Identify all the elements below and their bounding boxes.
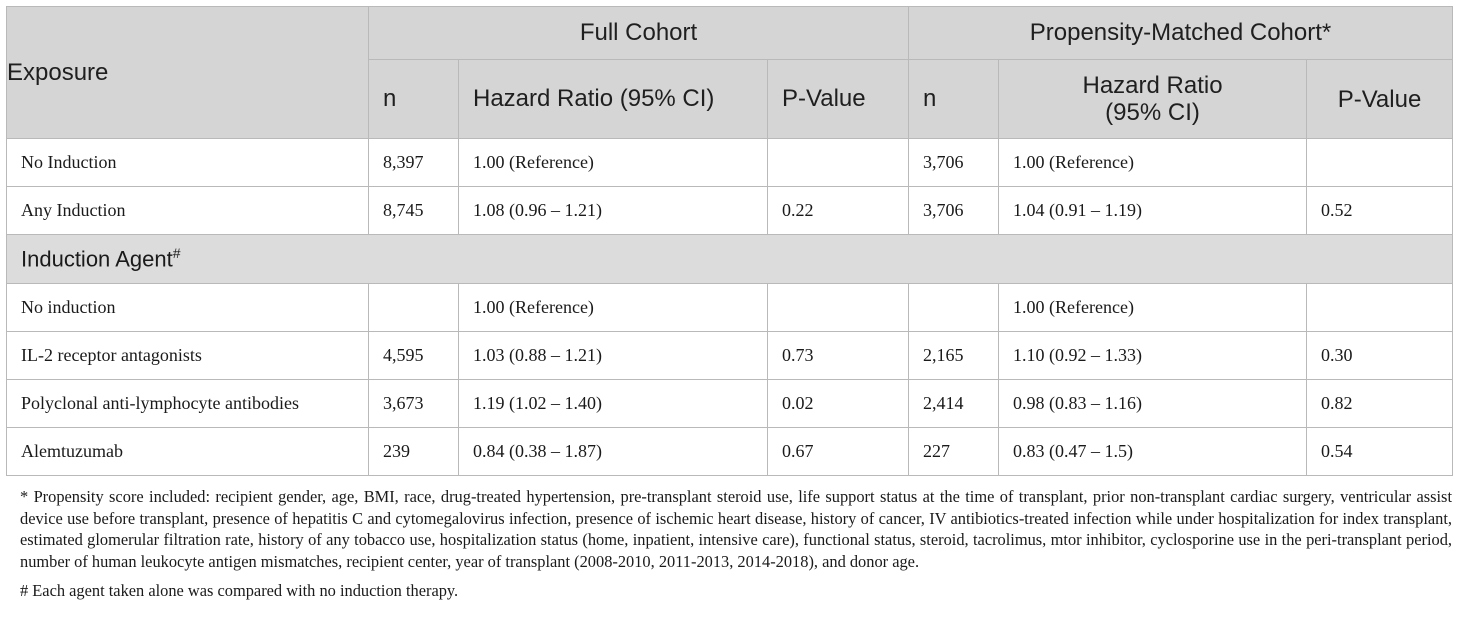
cell-matched-n: 3,706 — [909, 139, 999, 187]
cell-matched-hr: 1.04 (0.91 – 1.19) — [999, 187, 1307, 235]
header-full-hazard-ratio: Hazard Ratio (95% CI) — [459, 60, 768, 139]
footnote-induction-agent: # Each agent taken alone was compared with no induction therapy. — [20, 581, 459, 600]
cell-full-n: 8,745 — [369, 187, 459, 235]
cell-full-hr: 1.03 (0.88 – 1.21) — [459, 332, 768, 380]
header-matched-hazard-ratio — [999, 60, 1307, 139]
header-matched-cohort: Propensity-Matched Cohort* — [909, 7, 1453, 60]
cell-full-hr: 1.19 (1.02 – 1.40) — [459, 380, 768, 428]
header-exposure: Exposure — [7, 7, 369, 139]
cell-exposure: Any Induction — [7, 187, 369, 235]
table-body — [7, 139, 1453, 476]
cell-matched-p: 0.30 — [1307, 332, 1453, 380]
cell-full-p — [768, 139, 909, 187]
table-row — [7, 380, 1453, 428]
footnote-propensity: * Propensity score included: recipient gender, age, BMI, race, drug-treated hypertension, pre-transplant steroid use, life support status at the time of transplant, prior non-transplant cardiac surgery, ventricular assist device use before transplant, presence of hepatitis C and cytomegalovirus infection, presence of ischemic heart disease, history of cancer, IV antibiotics-treated infection while under hospitalization for index transplant, estimated glomerular filtration rate, history of any tobacco use, hospitalization status (home, inpatient, intensive care), functional status, steroid, tacrolimus, mtor inhibitor, cyclosporine use in the peri-transplant period, number of human leukocyte antigen mismatches, recipient center, year of transplant (2008-2010, 2011-2013, 2014-2018), and donor age. — [20, 487, 1452, 571]
table-row — [7, 332, 1453, 380]
cell-matched-hr: 1.00 (Reference) — [999, 284, 1307, 332]
table-footnotes — [20, 486, 1452, 602]
cell-matched-p: 0.82 — [1307, 380, 1453, 428]
section-label-text: Induction Agent — [21, 246, 173, 272]
table-row — [7, 284, 1453, 332]
cell-full-p: 0.73 — [768, 332, 909, 380]
cell-exposure: No induction — [7, 284, 369, 332]
cell-full-hr: 1.00 (Reference) — [459, 139, 768, 187]
cell-full-hr: 1.08 (0.96 – 1.21) — [459, 187, 768, 235]
cell-exposure: IL-2 receptor antagonists — [7, 332, 369, 380]
header-matched-n: n — [909, 60, 999, 139]
header-matched-hr-line2: (95% CI) — [1105, 99, 1200, 126]
table-row — [7, 428, 1453, 476]
cell-full-p — [768, 284, 909, 332]
cell-exposure: No Induction — [7, 139, 369, 187]
cell-matched-n: 227 — [909, 428, 999, 476]
section-label — [7, 235, 1453, 284]
header-full-p-value: P-Value — [768, 60, 909, 139]
cell-full-n: 8,397 — [369, 139, 459, 187]
cell-matched-hr: 1.00 (Reference) — [999, 139, 1307, 187]
cell-matched-n: 2,165 — [909, 332, 999, 380]
cell-full-n: 3,673 — [369, 380, 459, 428]
cell-full-n: 4,595 — [369, 332, 459, 380]
cell-full-n: 239 — [369, 428, 459, 476]
cell-full-p: 0.02 — [768, 380, 909, 428]
header-full-n: n — [369, 60, 459, 139]
cell-matched-p — [1307, 139, 1453, 187]
cell-full-hr: 1.00 (Reference) — [459, 284, 768, 332]
results-table — [6, 6, 1453, 476]
cell-full-hr: 0.84 (0.38 – 1.87) — [459, 428, 768, 476]
table-row — [7, 187, 1453, 235]
cell-matched-n: 3,706 — [909, 187, 999, 235]
cell-matched-p: 0.52 — [1307, 187, 1453, 235]
cell-exposure: Polyclonal anti-lymphocyte antibodies — [7, 380, 369, 428]
cell-matched-hr: 1.10 (0.92 – 1.33) — [999, 332, 1307, 380]
cell-matched-p: 0.54 — [1307, 428, 1453, 476]
header-matched-p-value: P-Value — [1307, 60, 1453, 139]
cell-matched-hr: 0.98 (0.83 – 1.16) — [999, 380, 1307, 428]
cell-matched-n — [909, 284, 999, 332]
cell-full-p: 0.67 — [768, 428, 909, 476]
cell-matched-p — [1307, 284, 1453, 332]
cell-matched-hr: 0.83 (0.47 – 1.5) — [999, 428, 1307, 476]
cell-exposure: Alemtuzumab — [7, 428, 369, 476]
header-full-cohort: Full Cohort — [369, 7, 909, 60]
section-row-induction-agent — [7, 235, 1453, 284]
header-matched-hr-line1: Hazard Ratio — [1082, 72, 1223, 99]
cell-matched-n: 2,414 — [909, 380, 999, 428]
table-row — [7, 139, 1453, 187]
cell-full-n — [369, 284, 459, 332]
table-header — [7, 7, 1453, 139]
section-footnote-marker: # — [172, 245, 181, 262]
cell-full-p: 0.22 — [768, 187, 909, 235]
